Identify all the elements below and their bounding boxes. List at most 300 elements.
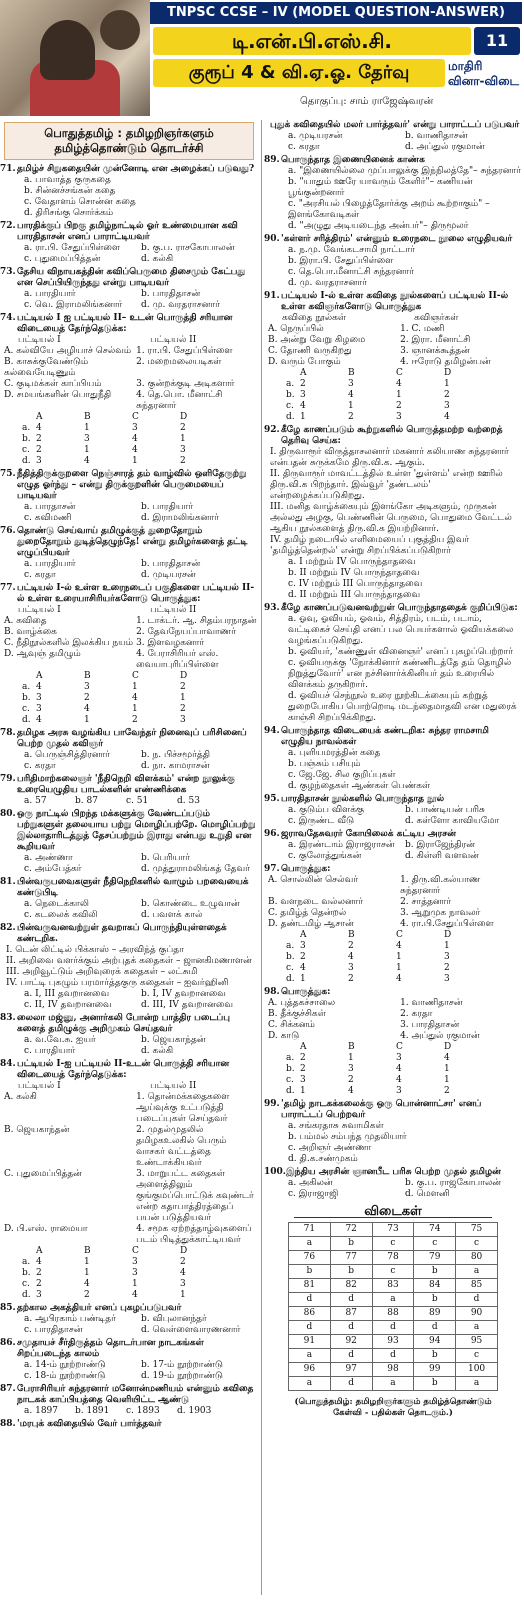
match-left: A. கல்கி (4, 1092, 37, 1102)
code-cell: 4 (36, 682, 42, 692)
option: a. அண்ணா (24, 853, 73, 863)
q-number: 89. (264, 155, 280, 165)
answer-row (289, 1265, 498, 1279)
code-cell: 2 (348, 1075, 354, 1085)
match-left: B. காசுக்குவேண்டும் கல்வையேடிணும் (4, 357, 89, 378)
code-head-cell (22, 412, 36, 423)
option: a. நெடைக்காலி (24, 899, 89, 909)
code-row (0, 423, 258, 434)
code-cell: b. (286, 390, 295, 400)
code-cell: 2 (180, 682, 186, 692)
option: c. ஓவியருக்கு 'நோக்கினார் கண்ணிடத்தே தம் தொழில் நிறுத்துவோர்' என நச்சினார்க்கினியர் தம் உரையில் விளக்கம் தருகிறார். (288, 658, 512, 690)
match-rows (0, 616, 258, 671)
code-head-cell (286, 1042, 300, 1053)
match-right: 2. இரா. மீனாட்சி (400, 335, 471, 345)
match-left: C. குடிமக்கள் காப்பியம் (4, 379, 102, 389)
answer-cell: b (414, 1377, 456, 1391)
option: a. 57 (24, 796, 47, 806)
code-cell: 1 (348, 401, 354, 411)
options (0, 899, 258, 921)
title-group4-vao: குரூப் 4 & வி.ஏ.ஓ. தேர்வு (153, 59, 445, 87)
option: b. பாண்டியன் பரிசு (405, 805, 485, 815)
statement: I. டென் லிட்டில் பிக்காஸ் – அரவிந்த் குப்தா (6, 945, 184, 955)
q-text: கீழே காணப்படும் கூற்றுகளில் பொருத்தமற்ற வற்றைத் தெரிவு செய்க: (281, 425, 503, 446)
code-head-cell: A (300, 930, 307, 940)
q-text: பொருந்தாத விடையைக் கண்டறிக: சுந்தர ராமசாமி எழுதிய நாவல்கள் (281, 726, 489, 747)
q-number: 95. (264, 794, 280, 804)
code-head-cell: D (180, 412, 188, 422)
answer-cell: b (289, 1265, 331, 1279)
section-title: பொதுத்தமிழ் : தமிழறிஞர்களும் தமிழ்த்தொண்டும் தொடர்ச்சி (4, 122, 254, 160)
options (264, 1121, 522, 1165)
match-row (0, 346, 258, 357)
code-cell: 3 (396, 1053, 402, 1063)
answer-cell: 75 (456, 1223, 498, 1237)
option: c. வெ. இராமலிங்கனார் (24, 300, 123, 310)
match-right: 2. மறைமலையடிகள் (136, 357, 222, 367)
code-cell: 1 (132, 704, 138, 714)
option: c. 18-ம் நூற்றாண்டு (24, 1371, 106, 1381)
answer-cell: 83 (372, 1279, 414, 1293)
code-cell: 4 (348, 1086, 354, 1096)
option: c. "அரசியல் பிழைத்தோர்க்கு அறம் கூற்றாகும்" – இளங்கோவடிகள் (288, 199, 490, 220)
code-cell: 2 (300, 952, 306, 962)
answer-cell: 98 (372, 1363, 414, 1377)
code-cell: 3 (36, 456, 42, 466)
answer-cell: 94 (414, 1335, 456, 1349)
match-right: 3. பாரதிதாசன் (400, 1020, 460, 1030)
question-answer-label: வினா-விடை (448, 74, 520, 88)
q-text: சமுதாயச் சீர்திருத்தம் தொடர்பான நாடகங்கள் சிறப்படைந்த காலம் (17, 1338, 204, 1359)
code-head-cell: D (444, 930, 452, 940)
code-cell: 4 (396, 1064, 402, 1074)
option: b. விபுலானந்தர் (141, 1314, 207, 1324)
match-left: D. வரும் போகும் (268, 357, 341, 367)
option: b. ஜெயகாந்தன் (141, 1035, 206, 1045)
q-number: 76. (0, 526, 16, 536)
options (0, 1035, 258, 1057)
answer-codes (264, 930, 522, 985)
answer-cell: 79 (414, 1251, 456, 1265)
match-left: B. வாழ்க்கை (4, 627, 57, 637)
code-cell: 1 (180, 434, 186, 444)
code-cell: 3 (348, 963, 354, 973)
code-cell: 4 (132, 1290, 138, 1300)
footer-line-2: கேள்வி - பதில்கள் தொடரும்.) (333, 1408, 453, 1418)
option: c. ஜே.ஜே. சில குறிப்புகள் (288, 770, 396, 780)
option: b. ந. பிச்சமூர்த்தி (141, 750, 211, 760)
code-head-cell: C (132, 1246, 139, 1256)
option: d. திரிசங்கு சொர்க்கம் (24, 208, 114, 218)
answer-cell: a (372, 1293, 414, 1307)
answer-row (289, 1335, 498, 1349)
options (0, 853, 258, 875)
question-89 (264, 155, 522, 166)
statement: II. அறிவை வளர்க்கும் அற்புதக் கதைகள் – ஜானகிமணாளன் (6, 956, 252, 966)
options (0, 989, 258, 1011)
answer-cell: b (414, 1349, 456, 1363)
code-cell: 1 (84, 423, 90, 433)
code-cell: d. (286, 1086, 295, 1096)
answer-cell: 86 (289, 1307, 331, 1321)
compiler-credit: தொகுப்பு: சாம் ராஜேஷ்வரன் (300, 96, 434, 107)
code-cell: 1 (180, 693, 186, 703)
question-73 (0, 267, 258, 289)
question-81 (0, 877, 258, 899)
code-row (264, 379, 522, 390)
q-text: பட்டியல் I-ல் உள்ள கவிதை நூல்களைப் பட்டியல் II-ல் உள்ள கவிஞர்களோடு பொருத்துக (281, 291, 509, 312)
answer-cell: b (330, 1237, 372, 1251)
option: b. ஓவியர், 'கண்ணுள் வினைஞர்' எனப் புகழப்பெற்றார் (288, 647, 513, 657)
option: c. 51 (126, 796, 149, 806)
option: d. கிள்ளி வளவன் (405, 851, 479, 861)
match-left: A. சொல்லின் செல்வர் (268, 875, 358, 885)
match-left: A. கல்வியே அழியாச் செல்வம் (4, 346, 132, 356)
question-80 (0, 809, 258, 853)
code-cell: c. (22, 445, 30, 455)
match-right: 4. பேராசிரியர் எஸ். வையாபுரிப்பிள்ளை (136, 649, 219, 670)
match-right: 4. ஈரோடு தமிழன்பன் (400, 357, 491, 367)
q-text: பேராசிரியர் சுந்தரனார் மனோன்மணியம் என்னும் கவிதை நாடகக் காப்பியத்தை வெளியிட்ட ஆண்டு (17, 1384, 254, 1405)
code-head-cell: A (36, 412, 43, 422)
question-88 (0, 1419, 258, 1430)
q-text: பின்வருவனவற்றுள் தவறாகப் பொருந்தியுள்ளதைக் கண்டறிக. (17, 923, 227, 944)
match-left: A. புத்தகச்சாலை (268, 998, 336, 1008)
page-number: 11 (474, 27, 520, 55)
option: a. 1897 (24, 1406, 58, 1416)
code-row (264, 390, 522, 401)
question-84 (0, 1059, 258, 1081)
match-row (264, 335, 522, 346)
q-number: 97. (264, 864, 280, 874)
code-head-cell: D (444, 1042, 452, 1052)
question-87 (0, 1384, 258, 1406)
answer-cell: d (372, 1349, 414, 1363)
code-cell: 4 (348, 390, 354, 400)
code-cell: 3 (132, 1257, 138, 1267)
code-cell: 2 (444, 390, 450, 400)
q-number: 86. (0, 1338, 16, 1348)
option: d. ஓவியச் செந்நூல் உரை நூற்கிடக்கையும் கற்றுத் துறைபோகிய பொற்றொடி மடந்தைமாதவி என மதுரைக் காஞ்சி சிறப்பிக்கிறது. (288, 691, 517, 723)
code-cell: a. (286, 941, 295, 951)
answer-cell: 93 (372, 1335, 414, 1349)
q-number: 72. (0, 221, 16, 231)
code-cell: 1 (396, 963, 402, 973)
options (264, 840, 522, 862)
options (0, 175, 258, 219)
code-row (264, 941, 522, 952)
q-text: இந்திய அரசின் ஞானபீட பரிசு பெற்ற முதல் தமிழன் (286, 1167, 501, 1177)
code-cell: 1 (132, 456, 138, 466)
list2-header: பட்டியல் II (150, 1081, 197, 1091)
code-cell: a. (286, 1053, 295, 1063)
option: b. பம்மல் சம்பந்த முதலியார் (288, 1132, 407, 1142)
answer-row (289, 1223, 498, 1237)
match-row (264, 919, 522, 930)
match-right: 1. தொன்மக்கதைகளை ஆய்வுக்கு உட்படுத்தி படைப்புகள் செய்தவர் (136, 1092, 230, 1124)
exam-hall-photo (0, 0, 150, 116)
match-rows (264, 875, 522, 930)
match-left: D. பி.எஸ். ராமையா (4, 1224, 88, 1234)
match-row (264, 875, 522, 897)
question-97 (264, 864, 522, 875)
option: d. III, IV தவறானவை (141, 1000, 233, 1010)
code-row (264, 974, 522, 985)
answer-cell: 85 (456, 1279, 498, 1293)
answer-cell: d (372, 1321, 414, 1335)
option: c. குலோத்துங்கன் (288, 851, 362, 861)
code-cell: 1 (444, 1064, 450, 1074)
answer-cell: c (414, 1237, 456, 1251)
code-cell: 1 (84, 445, 90, 455)
match-row (0, 357, 258, 379)
code-head-cell: B (84, 412, 91, 422)
answer-cell: a (456, 1377, 498, 1391)
question-96 (264, 829, 522, 840)
match-rows (264, 324, 522, 368)
code-cell: 2 (84, 1290, 90, 1300)
answer-cell: d (330, 1377, 372, 1391)
match-right: 3. குன்றக்குடி அடிகளார் (136, 379, 235, 389)
code-cell: 3 (180, 1279, 186, 1289)
q-number: 74. (0, 313, 16, 323)
options (264, 1178, 522, 1200)
code-cell: b. (22, 1268, 31, 1278)
option: b. பாரதிதாசன் (141, 289, 201, 299)
option: d. தி.க.சண்முகம் (288, 1154, 358, 1164)
match-row (264, 1020, 522, 1031)
option: b. பெரியார் (141, 853, 190, 863)
code-header (0, 671, 258, 682)
statement: III. அறிவூட்டும் அறிவுரைக் கதைகள் – லட்சுமி (6, 967, 198, 977)
code-head-cell: C (396, 1042, 403, 1052)
match-row (264, 908, 522, 919)
code-cell: 3 (180, 445, 186, 455)
options (0, 750, 258, 772)
match-left: A. நெருப்பில் (268, 324, 324, 334)
answer-cell: d (414, 1321, 456, 1335)
match-right: 2. தேவநேயப்பாவாணர் (136, 627, 236, 637)
option: a. பாரதியார் (24, 559, 76, 569)
code-cell: b. (22, 693, 31, 703)
answer-cell: d (456, 1293, 498, 1307)
option: c. 1893 (126, 1406, 160, 1416)
question-98 (264, 987, 522, 998)
q-text: பொருந்தாத இணையினைக் காண்க (281, 155, 425, 165)
option: a. I மற்றும் IV பொருந்தாதவை (288, 557, 416, 567)
match-left: C. சிக்கனம் (268, 1020, 315, 1030)
code-cell: 4 (348, 952, 354, 962)
options (0, 796, 258, 807)
q-text: 'மரபுக் கவிதையில் வேர் பார்த்தவர் (17, 1419, 162, 1429)
answer-cell: 77 (330, 1251, 372, 1265)
option: d. மௌனி (405, 1189, 450, 1199)
q-number: 99. (264, 1099, 280, 1109)
code-cell: b. (286, 952, 295, 962)
option: c. கவிமணி (24, 513, 72, 523)
option: c. கரதா (24, 761, 56, 771)
code-head-cell: D (180, 1246, 188, 1256)
code-cell: 2 (180, 456, 186, 466)
option: b. பாரதிதாசன் (141, 559, 201, 569)
match-header (0, 335, 258, 346)
q-text: பட்டியல் I ஐ பட்டியல் II– உடன் பொருத்தி சரியான விடையைத் தேர்ந்தெடுக்க: (17, 313, 233, 334)
code-cell: 3 (444, 952, 450, 962)
q-text: பாரதிதாசன் நூல்களில் பொருந்தாத நூல் (281, 794, 445, 804)
q88-continuation: புதுக் கவிதையில் மலர் பார்த்தவர்' என்று பாராட்டப் படுபவர் (270, 120, 520, 130)
answer-cell: 81 (289, 1279, 331, 1293)
code-head-cell: C (396, 368, 403, 378)
answer-cell: c (372, 1265, 414, 1279)
match-row (0, 1125, 258, 1169)
code-cell: 4 (396, 1075, 402, 1085)
left-column (0, 120, 258, 1430)
answer-key-heading: விடைகள் (294, 1206, 492, 1218)
answer-row (289, 1321, 498, 1335)
q-number: 80. (0, 809, 16, 819)
answer-cell: 88 (372, 1307, 414, 1321)
code-row (0, 1290, 258, 1301)
right-column (264, 120, 522, 1419)
match-row (264, 897, 522, 908)
match-right: 3. ஆறுமுக நாவலர் (400, 908, 481, 918)
option: c. II, IV தவறானவை (24, 1000, 112, 1010)
code-cell: d. (22, 456, 31, 466)
question-74 (0, 313, 258, 335)
question-91 (264, 291, 522, 313)
code-cell: 1 (300, 1086, 306, 1096)
code-cell: d. (286, 974, 295, 984)
code-cell: 3 (348, 379, 354, 389)
option: c. கரதா (288, 142, 320, 152)
option: c. அம்பேத்கர் (24, 864, 82, 874)
q-number: 83. (0, 1013, 16, 1023)
code-row (0, 456, 258, 467)
list1-header: பட்டியல் I (18, 605, 61, 615)
option: d. மு. வரதராசனார் (141, 300, 220, 310)
option: d. கள்ளோ காவியமோ (405, 816, 500, 826)
code-row (0, 704, 258, 715)
top-bar-title: TNPSC CCSE – IV (MODEL QUESTION-ANSWER) (150, 2, 522, 24)
code-cell: 1 (84, 715, 90, 725)
code-row (264, 963, 522, 974)
match-row (264, 324, 522, 335)
match-header (0, 605, 258, 616)
option: b. 17-ம் நூற்றாண்டு (141, 1360, 223, 1370)
answer-cell: d (330, 1293, 372, 1307)
q-text: 'தமிழ் நாடகக்கலைக்கு ஒரு பொன்னாட்சா' எனப் பாராட்டப் பெற்றவர் (281, 1099, 482, 1120)
match-row (0, 390, 258, 412)
answer-row (289, 1377, 498, 1391)
options (264, 245, 522, 289)
question-71 (0, 164, 258, 175)
answer-cell: 74 (414, 1223, 456, 1237)
code-cell: b. (22, 434, 31, 444)
option: b. பஞ்சும் பசியும் (288, 759, 361, 769)
code-head-cell: A (36, 1246, 43, 1256)
code-head-cell (22, 1246, 36, 1257)
code-cell: 2 (132, 715, 138, 725)
answer-cell: a (372, 1377, 414, 1391)
option: c. பாரதியார் (24, 1046, 76, 1056)
options (0, 243, 258, 265)
answer-cell: d (289, 1293, 331, 1307)
match-right: 1. ரா.பி. சேதுப்பிள்ளை (136, 346, 233, 356)
option: c. வேதாளம் சொன்ன கதை (24, 197, 136, 207)
match-left: D. ஆவுஞ் தமிழும் (4, 649, 81, 659)
code-cell: 4 (132, 693, 138, 703)
code-cell: 2 (396, 401, 402, 411)
match-right: 1. C. மணி (400, 324, 445, 334)
option: b. சின்னச்சங்கன் கதை (24, 186, 116, 196)
option: b. II மற்றும் IV பொருந்தாதவை (288, 568, 420, 578)
code-cell: 3 (84, 682, 90, 692)
option: b. 87 (75, 796, 98, 806)
code-cell: c. (286, 401, 294, 411)
footer-line-1: (பொதுத்தமிழ்: தமிழறிஞர்களும் தமிழ்த்தொண்டும் (294, 1397, 492, 1407)
answer-cell: d (330, 1349, 372, 1363)
question-94 (264, 726, 522, 748)
option: c. IV மற்றும் III பொருந்தாதவை (288, 579, 423, 589)
options (0, 1314, 258, 1336)
statement: II. திருவாரூர் மாவட்டத்தில் உள்ள 'துள்ளம்' என்ற ஊரில் திரு.வி.க பிறந்தார். இவ்வூர் 'தண்டலம்' என்றழைக்கப்படுகிறது. (270, 469, 503, 501)
code-head-cell: C (396, 930, 403, 940)
q-text: நீதித்திருக்குறளை நெஞ்சாரத் தம் வாழ்வில் ஒளிதேருற்று எழுத ஓர்ந்து – என்று திருக்குறளின் பெருமையைப் பாடியவர் (17, 469, 247, 501)
question-92 (264, 425, 522, 447)
answer-cell: c (372, 1237, 414, 1251)
option: d. முத்துராமலிங்கத் தேவர் (141, 864, 250, 874)
option: d. மு. வரதராசனார் (288, 278, 367, 288)
code-head-cell (286, 930, 300, 941)
code-cell: 4 (396, 941, 402, 951)
options (264, 131, 522, 153)
answer-cell: 73 (372, 1223, 414, 1237)
code-cell: 2 (84, 693, 90, 703)
match-left: C. புதுமைப்பித்தன் (4, 1169, 82, 1179)
code-cell: a. (22, 1257, 31, 1267)
answer-cell: 92 (330, 1335, 372, 1349)
match-left: D. சமயங்களின் பொதுநீதி (4, 390, 112, 400)
code-cell: 4 (396, 379, 402, 389)
option: b. கு.ப. ராசகோபாலன் (141, 243, 235, 253)
code-cell: 3 (396, 1086, 402, 1096)
code-row (0, 693, 258, 704)
match-left: A. கவிதை (4, 616, 47, 626)
question-93 (264, 603, 522, 614)
options (264, 748, 522, 792)
option: d. இராமலிங்கனார் (141, 513, 219, 523)
question-82 (0, 923, 258, 945)
option: a. பாரதியார் (24, 289, 76, 299)
option: d. குழந்தைகள் ஆண்கள் பெண்கள் (288, 781, 431, 791)
question-90 (264, 234, 522, 245)
option: d. முடியரசன் (141, 570, 196, 580)
statement: III. மனித வாழ்க்கையும் இளங்கோ அடிகளும், முருகன் அல்லது அழகு, பெண்ணின் பெருமை, பொதுமை வேட்டல் ஆகிய நூல்களைத் திரு.வி.க இயற்றினார். (270, 502, 512, 534)
q-number: 75. (0, 469, 16, 479)
option: b. 1891 (75, 1406, 110, 1416)
match-right: 1. வாணிதாசன் (400, 998, 463, 1008)
match-row (0, 638, 258, 649)
code-head-cell: C (132, 671, 139, 681)
answer-row (289, 1307, 498, 1321)
code-row (264, 1086, 522, 1097)
match-right: 3. மாறுபட்ட கதைகள் அளைத்திலும் குங்குமப்பொட்டுக் கவுண்டர் என்ற கதாபாத்திரத்தைப் பயன் படுத்தியவர் (136, 1169, 254, 1223)
code-cell: 4 (300, 963, 306, 973)
code-head-cell: B (84, 1246, 91, 1256)
code-cell: 4 (180, 1268, 186, 1278)
answer-cell: a (289, 1377, 331, 1391)
answer-cell: 71 (289, 1223, 331, 1237)
